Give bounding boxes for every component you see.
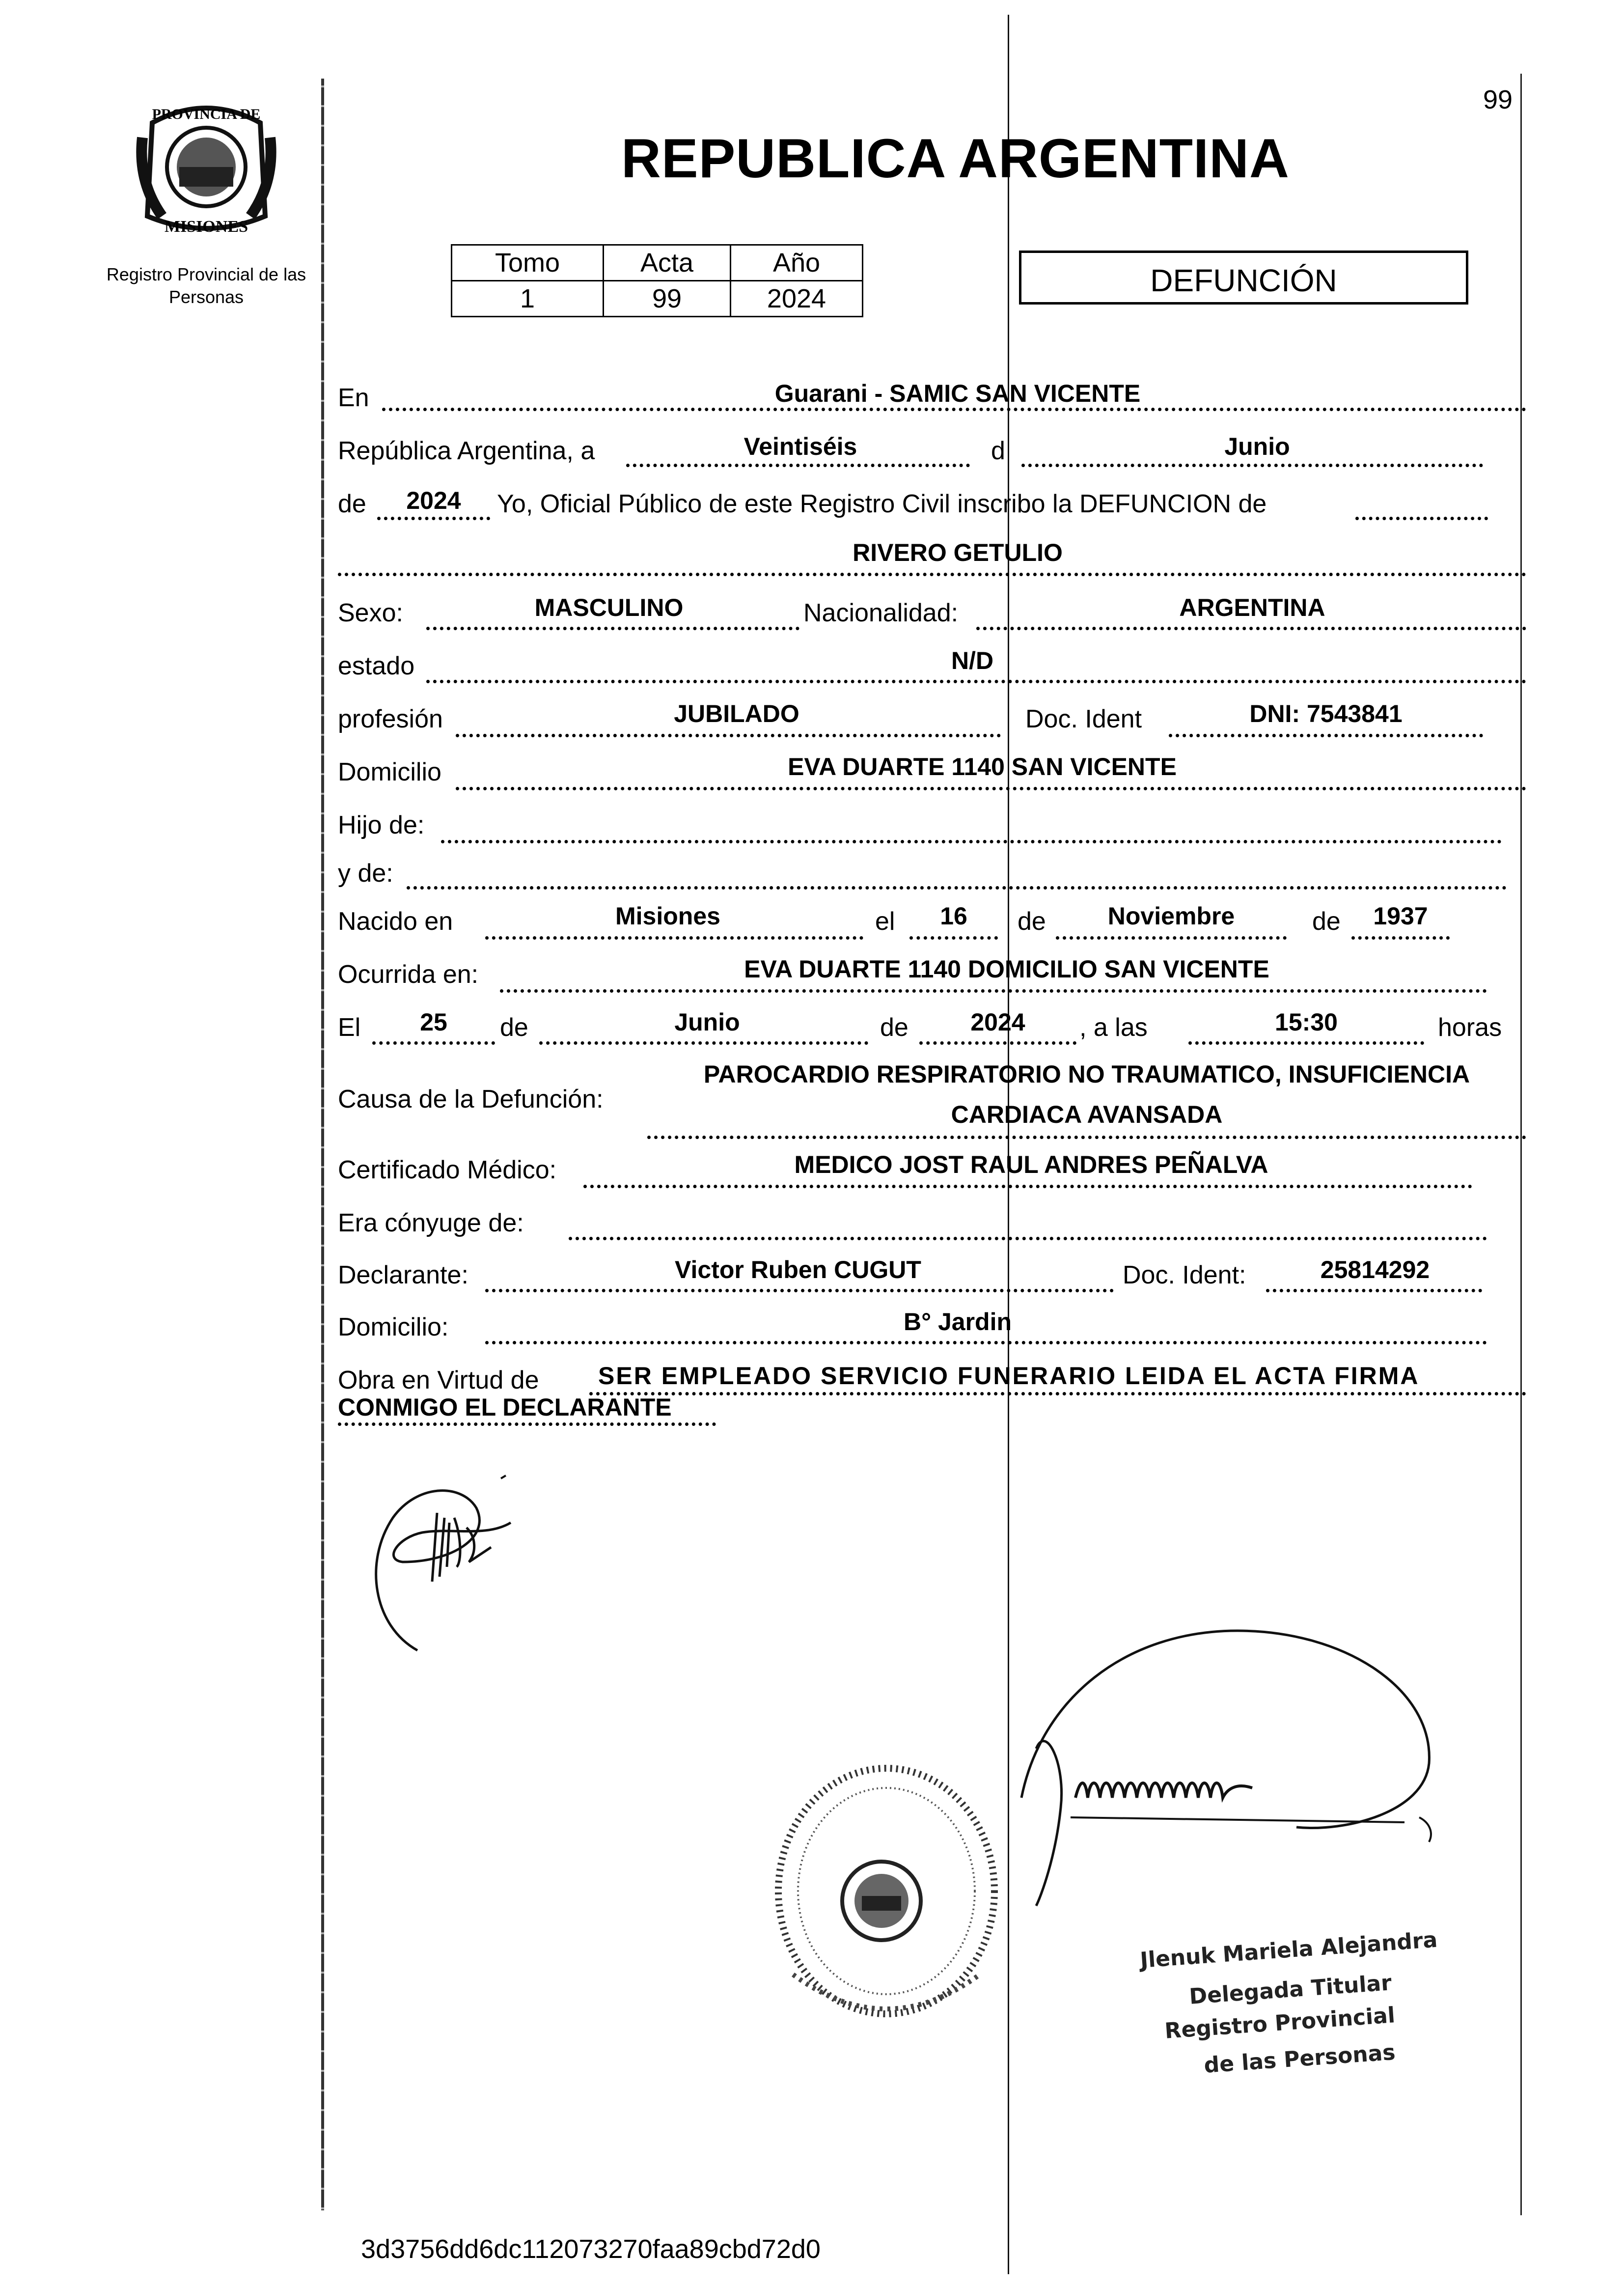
label-profesion: profesión: [338, 705, 443, 733]
dots: [456, 787, 1526, 790]
anio-header: Año: [731, 245, 863, 281]
record-number-table: [451, 244, 863, 317]
dots: [1188, 1041, 1424, 1045]
dots: [1169, 734, 1483, 737]
value-profesion: JUBILADO: [674, 700, 799, 727]
dots: [583, 1185, 1472, 1188]
page-title: REPUBLICA ARGENTINA: [621, 128, 1290, 189]
value-declarante: Victor Ruben CUGUT: [675, 1256, 921, 1283]
dots: [372, 1041, 495, 1045]
value-anio: 2024: [406, 487, 461, 514]
dots: [1021, 464, 1483, 467]
dots: [382, 408, 1526, 411]
page-number: 99: [1483, 85, 1513, 114]
dots: [1056, 936, 1287, 940]
value-hora: 15:30: [1275, 1008, 1338, 1036]
value-ocurrida-en: EVA DUARTE 1140 DOMICILIO SAN VICENTE: [744, 955, 1269, 983]
label-a-las: , a las: [1079, 1013, 1148, 1042]
value-fallec-anio: 2024: [970, 1008, 1025, 1036]
anio-value: 2024: [731, 281, 863, 317]
value-nacido-dia: 16: [940, 902, 967, 930]
value-mes: Junio: [1224, 433, 1290, 460]
value-nacionalidad: ARGENTINA: [1179, 594, 1325, 621]
left-margin-rule: [321, 79, 324, 2210]
value-declarante-doc: 25814292: [1320, 1256, 1430, 1283]
registry-label: Registro Provincial de las Personas: [106, 264, 306, 307]
label-estado: estado: [338, 652, 415, 680]
label-y-de: y de:: [338, 859, 393, 888]
declarant-signature: [363, 1464, 530, 1663]
dots: [539, 1041, 868, 1045]
official-role: Delegada Titular: [1188, 1970, 1393, 2009]
dots: [976, 627, 1526, 630]
value-nacido-en: Misiones: [615, 902, 720, 930]
label-horas: horas: [1438, 1013, 1502, 1042]
label-nacionalidad: Nacionalidad:: [803, 599, 959, 627]
dots: [485, 1289, 1114, 1292]
label-de-year: de: [338, 490, 366, 518]
dots: [500, 989, 1487, 993]
dots: [1266, 1289, 1482, 1292]
value-obra-linea1: SER EMPLEADO SERVICIO FUNERARIO LEIDA EL ACTA FIRMA: [598, 1362, 1420, 1390]
dots: [485, 936, 863, 940]
dots: [1355, 517, 1488, 520]
value-declarante-domicilio: B° Jardin: [903, 1308, 1012, 1336]
label-en: En: [338, 384, 369, 412]
label-declarante: Declarante:: [338, 1261, 468, 1289]
label-sexo: Sexo:: [338, 599, 403, 627]
value-lugar: Guarani - SAMIC SAN VICENTE: [774, 380, 1141, 407]
official-registry-2: de las Personas: [1203, 2039, 1396, 2078]
label-de-2: de: [500, 1013, 528, 1042]
dots: [919, 1041, 1076, 1045]
seal-bottom-text: MISIONES: [164, 218, 248, 236]
label-hijo-de: Hijo de:: [338, 811, 425, 839]
dots: [569, 1237, 1487, 1240]
value-sexo: MASCULINO: [534, 594, 684, 621]
document-hash: 3d3756dd6dc112073270faa89cbd72d0: [361, 2234, 821, 2264]
dots: [426, 627, 799, 630]
dots: [338, 1422, 716, 1426]
dots: [647, 1136, 1526, 1139]
seal-top-text: PROVINCIA DE: [152, 106, 261, 122]
dots: [589, 1392, 1526, 1395]
label-nacido-en: Nacido en: [338, 907, 453, 936]
dots: [626, 464, 970, 467]
official-name: Jlenuk Mariela Alejandra: [1139, 1927, 1438, 1973]
tomo-header: Tomo: [452, 245, 604, 281]
label-republica: República Argentina, a: [338, 437, 595, 465]
dots: [338, 573, 1526, 576]
right-margin-rule: [1520, 74, 1522, 2215]
dots: [407, 886, 1507, 890]
dots: [456, 734, 1001, 737]
label-de-small: d: [991, 437, 1005, 465]
value-nacido-anio: 1937: [1373, 902, 1428, 930]
label-de-anio: de: [1312, 907, 1341, 936]
value-dia-texto: Veintiséis: [743, 433, 857, 460]
label-conyuge: Era cónyuge de:: [338, 1209, 524, 1237]
value-obra-linea2: CONMIGO EL DECLARANTE: [338, 1393, 672, 1421]
value-doc-ident: DNI: 7543841: [1249, 700, 1403, 727]
label-domicilio: Domicilio: [338, 758, 441, 786]
label-doc-ident: Doc. Ident: [1025, 705, 1142, 733]
value-causa-linea2: CARDIACA AVANSADA: [951, 1101, 1223, 1128]
acta-header: Acta: [604, 245, 731, 281]
official-stamp-seal: [764, 1749, 1009, 2046]
value-fallec-mes: Junio: [674, 1008, 740, 1036]
value-nombre: RIVERO GETULIO: [853, 539, 1063, 566]
label-doc-ident-2: Doc. Ident:: [1123, 1261, 1246, 1289]
label-domicilio-2: Domicilio:: [338, 1313, 449, 1341]
value-nacido-mes: Noviembre: [1107, 902, 1235, 930]
acta-value: 99: [604, 281, 731, 317]
label-el: el: [875, 907, 895, 936]
value-causa-linea1: PAROCARDIO RESPIRATORIO NO TRAUMATICO, INSUFICIENCIA: [703, 1060, 1470, 1088]
value-domicilio: EVA DUARTE 1140 SAN VICENTE: [788, 753, 1177, 780]
official-signature: [1002, 1601, 1468, 1918]
label-el-cap: El: [338, 1013, 361, 1042]
label-causa: Causa de la Defunción:: [338, 1085, 604, 1114]
dots: [1351, 936, 1450, 940]
label-de-3: de: [880, 1013, 908, 1042]
provincial-seal-logo: [133, 93, 280, 251]
label-obra: Obra en Virtud de: [338, 1366, 539, 1394]
tomo-value: 1: [452, 281, 604, 317]
label-ocurrida-en: Ocurrida en:: [338, 960, 479, 989]
official-registry: Registro Provincial: [1164, 2003, 1396, 2044]
dots: [909, 936, 998, 940]
label-oficial: Yo, Oficial Público de este Registro Civil inscribo la DEFUNCION de: [497, 490, 1267, 518]
label-certificado: Certificado Médico:: [338, 1156, 557, 1184]
label-de-mes: de: [1018, 907, 1046, 936]
dots: [485, 1341, 1487, 1344]
value-fallec-dia: 25: [420, 1008, 447, 1036]
document-type-box: DEFUNCIÓN: [1019, 251, 1468, 305]
value-estado: N/D: [951, 647, 994, 674]
value-certificado: MEDICO JOST RAUL ANDRES PEÑALVA: [794, 1151, 1268, 1178]
dots: [441, 840, 1502, 843]
dots: [377, 517, 490, 520]
dots: [426, 680, 1526, 683]
